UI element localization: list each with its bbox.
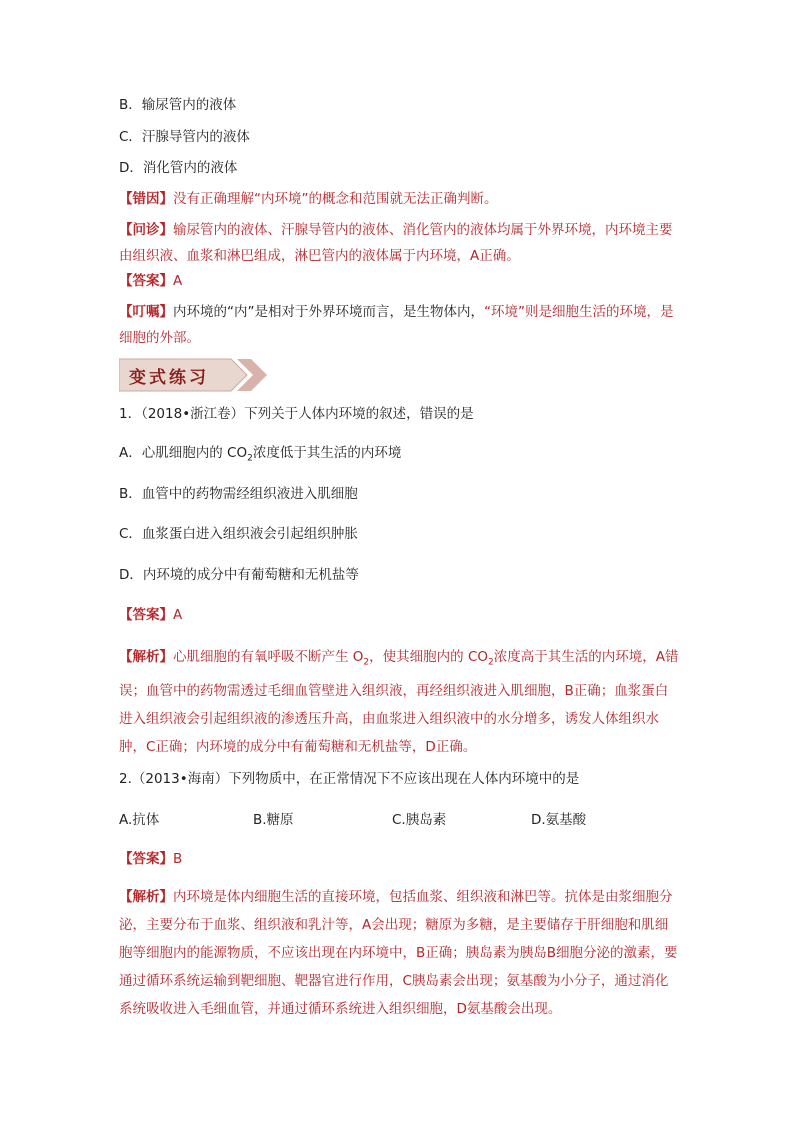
q1-analysis-1: 心肌细胞的有氧呼吸不断产生 O (173, 649, 364, 665)
q1-option-d: D．内环境的成分中有葡萄糖和无机盐等 (119, 567, 359, 583)
reminder-paragraph (119, 299, 679, 351)
reminder-text-b: “环境”则是细胞生活的环境，是细胞的外部。 (119, 304, 674, 346)
q2-option-b: B.糖原 (253, 812, 294, 828)
q1-stem: 1．（2018•浙江卷）下列关于人体内环境的叙述，错误的是 (119, 406, 474, 422)
reminder-tag: 【叮嘱】 (119, 304, 173, 320)
q2-answer-value: B (173, 851, 183, 867)
answer-value: A (173, 273, 183, 289)
q1-option-a-pre: A．心肌细胞内的 CO (119, 445, 248, 461)
banner-title: 变式练习 (129, 368, 209, 388)
answer-line (119, 271, 182, 291)
option-c: C．汗腺导管内的液体 (119, 129, 250, 145)
error-text: 没有正确理解“内环境”的概念和范围就无法正确判断。 (173, 191, 498, 207)
q1-option-a-post: 浓度低于其生活的内环境 (252, 445, 402, 461)
q2-analysis-text: 内环境是体内细胞生活的直接环境，包括血浆、组织液和淋巴等。抗体是由浆细胞分泌，主要分布于血浆、组织液和乳汁等，A会出现；糖原为多糖，是主要储存于肝细胞和肌细胞等细胞内的能源物质，不应该出现在内环境中，B正确；胰岛素为胰岛B细胞分泌的激素，要通过循环系统运输到靶细胞、靶器官进行作用，C胰岛素会出现；氨基酸为小分子，通过消化系统吸收进入毛细血管，并通过循环系统进入组织细胞，D氨基酸会出现。 (119, 889, 678, 1017)
answer-tag: 【答案】 (119, 273, 173, 289)
q1-option-c: C．血浆蛋白进入组织液会引起组织肿胀 (119, 526, 358, 542)
q1-analysis-3: 浓度高于其生活的内环境，A错误；血管中的药物需透过毛细血管壁进入组织液，再经组织液进入肌细胞，B正确；血浆蛋白进入组织液会引起组织液的渗透压升高，由血浆进入组织液中的水分增多，诱发人体组织水肿，C正确；内环境的成分中有葡萄糖和无机盐等，D正确。 (119, 649, 679, 755)
diagnosis-tag: 【问诊】 (119, 222, 173, 238)
q1-answer-tag: 【答案】 (119, 607, 173, 623)
q2-answer (119, 849, 182, 869)
option-d: D．消化管内的液体 (119, 160, 238, 176)
error-tag: 【错因】 (119, 191, 173, 207)
q1-option-b: B．血管中的药物需经组织液进入肌细胞 (119, 486, 358, 502)
q2-option-a: A.抗体 (119, 812, 160, 828)
q2-answer-tag: 【答案】 (119, 851, 173, 867)
q1-analysis-sub1: 2 (363, 657, 370, 668)
q1-option-a-sub: 2 (247, 453, 253, 464)
q1-answer-value: A (173, 607, 183, 623)
q1-option-a (119, 443, 401, 469)
diagnosis-paragraph (119, 217, 679, 269)
error-cause (119, 189, 498, 209)
diagnosis-text: 输尿管内的液体、汗腺导管内的液体、消化管内的液体均属于外界环境，内环境主要由组织液、血浆和淋巴组成，淋巴管内的液体属于内环境，A正确。 (119, 222, 673, 264)
q2-stem: 2.（2013•海南）下列物质中，在正常情况下不应该出现在人体内环境中的是 (119, 771, 580, 787)
q1-answer (119, 605, 182, 625)
q1-analysis-sub2: 2 (488, 657, 494, 668)
q1-analysis (119, 643, 679, 761)
q2-analysis (119, 883, 679, 1023)
q2-option-d: D.氨基酸 (531, 812, 587, 828)
q1-analysis-tag: 【解析】 (119, 649, 173, 665)
option-b: B．输尿管内的液体 (119, 97, 237, 113)
q2-analysis-tag: 【解析】 (119, 889, 173, 905)
reminder-text-a: 内环境的“内”是相对于外界环境而言，是生物体内， (173, 304, 484, 320)
q1-analysis-2: ，使其细胞内的 CO (369, 649, 488, 665)
q2-option-c: C.胰岛素 (392, 812, 447, 828)
section-banner (119, 357, 271, 393)
